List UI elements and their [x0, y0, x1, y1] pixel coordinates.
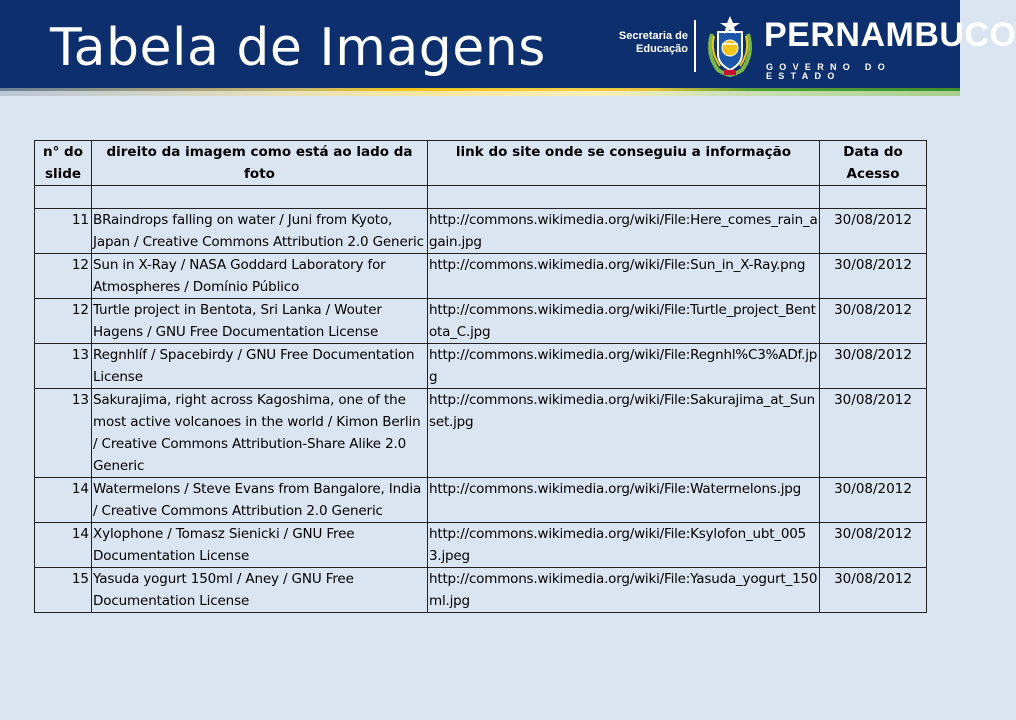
slide-number-cell: 13: [35, 344, 92, 389]
slide-number-cell: 14: [35, 478, 92, 523]
table-row: [35, 523, 927, 568]
table-cell: [428, 186, 820, 209]
secretaria-label: [606, 30, 688, 56]
source-link-cell[interactable]: http://commons.wikimedia.org/wiki/File:Watermelons.jpg: [428, 478, 820, 523]
table-header-row: [35, 141, 927, 186]
access-date-cell: 30/08/2012: [820, 389, 927, 478]
logo-divider: [694, 20, 696, 72]
images-table: [34, 140, 927, 613]
slide-number-cell: 15: [35, 568, 92, 613]
slide-number-cell: 13: [35, 389, 92, 478]
image-credit-cell: BRaindrops falling on water / Juni from Kyoto, Japan / Creative Commons Attribution 2.0 Generic: [92, 209, 428, 254]
state-subtitle: GOVERNO DO ESTADO: [766, 62, 892, 81]
stripe-accent-light: [0, 91, 960, 96]
source-link-cell[interactable]: http://commons.wikimedia.org/wiki/File:Regnhl%C3%ADf.jpg: [428, 344, 820, 389]
source-link-cell[interactable]: http://commons.wikimedia.org/wiki/File:Yasuda_yogurt_150ml.jpg: [428, 568, 820, 613]
image-credit-cell: Watermelons / Steve Evans from Bangalore, India / Creative Commons Attribution 2.0 Generic: [92, 478, 428, 523]
access-date-cell: 30/08/2012: [820, 254, 927, 299]
access-date-cell: 30/08/2012: [820, 523, 927, 568]
source-link-cell[interactable]: http://commons.wikimedia.org/wiki/File:Turtle_project_Bentota_C.jpg: [428, 299, 820, 344]
secretaria-line-1: Secretaria de: [618, 30, 688, 42]
slide-number-cell: 12: [35, 299, 92, 344]
table-row: [35, 478, 927, 523]
table-row-empty: [35, 186, 927, 209]
access-date-cell: 30/08/2012: [820, 344, 927, 389]
image-credit-cell: Turtle project in Bentota, Sri Lanka / Wouter Hagens / GNU Free Documentation License: [92, 299, 428, 344]
table-row: [35, 389, 927, 478]
access-date-cell: 30/08/2012: [820, 209, 927, 254]
table-row: [35, 254, 927, 299]
table-cell: [92, 186, 428, 209]
table-cell: [35, 186, 92, 209]
source-link-cell[interactable]: http://commons.wikimedia.org/wiki/File:Ksylofon_ubt_0053.jpeg: [428, 523, 820, 568]
secretaria-line-2: Educação: [636, 43, 688, 55]
source-link-cell[interactable]: http://commons.wikimedia.org/wiki/File:Here_comes_rain_again.jpg: [428, 209, 820, 254]
slide-number-cell: 12: [35, 254, 92, 299]
image-credit-cell: Regnhlíf / Spacebirdy / GNU Free Documentation License: [92, 344, 428, 389]
state-name: PERNAMBUCO: [764, 16, 1016, 54]
header-bar: [0, 0, 1016, 88]
government-logo: [606, 14, 1016, 81]
column-header-credit: direito da imagem como está ao lado da foto: [92, 141, 428, 186]
source-link-cell[interactable]: http://commons.wikimedia.org/wiki/File:Sakurajima_at_Sunset.jpg: [428, 389, 820, 478]
table-row: [35, 299, 927, 344]
header-divider-stripes: [0, 88, 960, 96]
coat-of-arms-icon: [702, 14, 758, 78]
source-link-cell[interactable]: http://commons.wikimedia.org/wiki/File:Sun_in_X-Ray.png: [428, 254, 820, 299]
table-row: [35, 209, 927, 254]
access-date-cell: 30/08/2012: [820, 568, 927, 613]
slide-number-cell: 11: [35, 209, 92, 254]
image-credit-cell: Sakurajima, right across Kagoshima, one of the most active volcanoes in the world / Kimon Berlin / Creative Commons Attribution-Share Alike 2.0 Generic: [92, 389, 428, 478]
access-date-cell: 30/08/2012: [820, 478, 927, 523]
page-title: Tabela de Imagens: [50, 18, 546, 78]
image-credit-cell: Xylophone / Tomasz Sienicki / GNU Free Documentation License: [92, 523, 428, 568]
slide-number-cell: 14: [35, 523, 92, 568]
table-cell: [820, 186, 927, 209]
image-credit-cell: Sun in X-Ray / NASA Goddard Laboratory for Atmospheres / Domínio Público: [92, 254, 428, 299]
access-date-cell: 30/08/2012: [820, 299, 927, 344]
image-credit-cell: Yasuda yogurt 150ml / Aney / GNU Free Documentation License: [92, 568, 428, 613]
table-row: [35, 568, 927, 613]
column-header-link: link do site onde se conseguiu a informação: [428, 141, 820, 186]
column-header-date: Data do Acesso: [820, 141, 927, 186]
column-header-slide: n° do slide: [35, 141, 92, 186]
table-row: [35, 344, 927, 389]
